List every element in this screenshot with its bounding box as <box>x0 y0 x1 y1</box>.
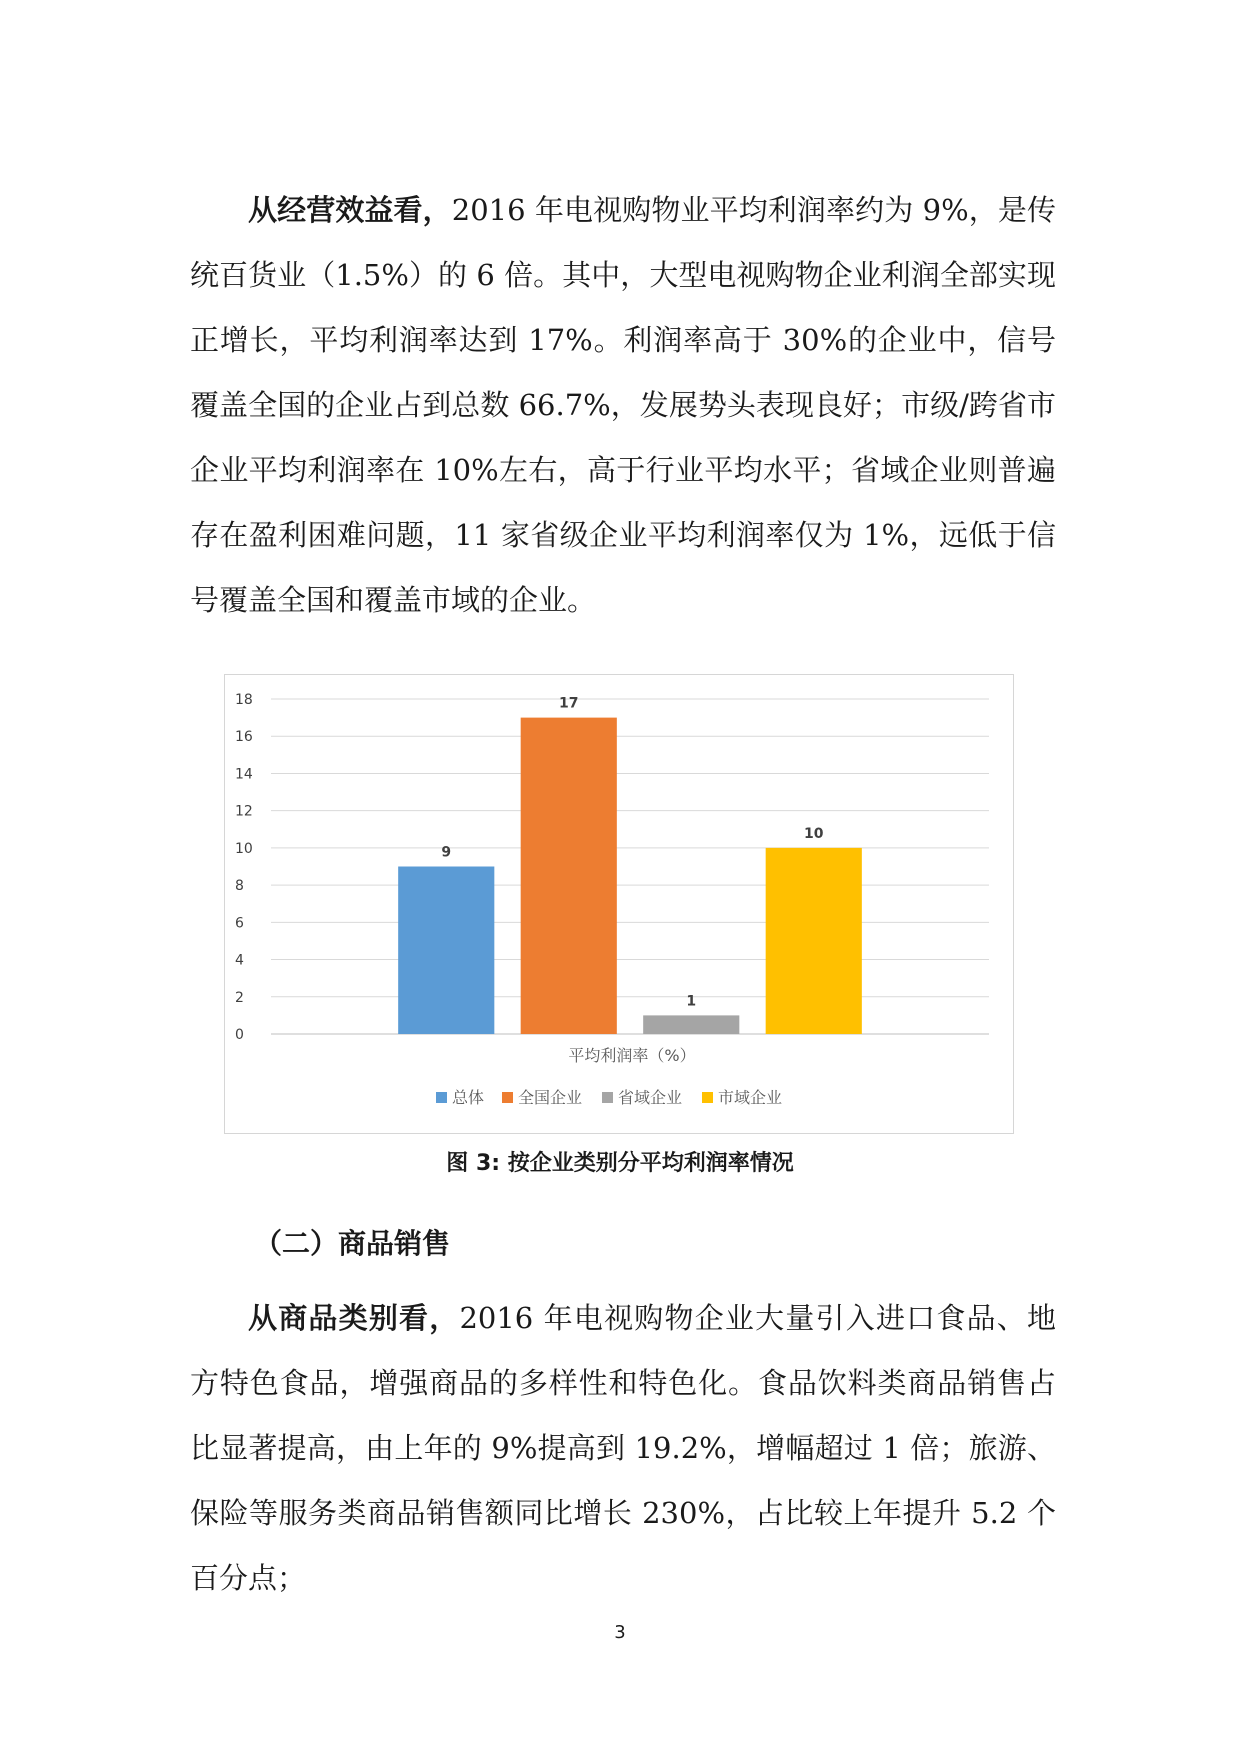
legend-swatch <box>602 1092 613 1103</box>
legend-swatch <box>436 1092 447 1103</box>
y-tick-label: 10 <box>235 840 253 857</box>
legend-swatch <box>702 1092 713 1103</box>
legend-swatch <box>502 1092 513 1103</box>
paragraph-product-sales <box>190 1286 1056 1611</box>
y-tick-label: 6 <box>235 915 244 932</box>
y-tick-label: 12 <box>235 803 253 820</box>
bar-市域企业 <box>766 848 862 1034</box>
x-axis-label: 平均利润率（%） <box>568 1046 696 1065</box>
data-label: 10 <box>804 825 824 842</box>
data-label: 17 <box>559 695 579 712</box>
page-number: 3 <box>614 1622 626 1643</box>
legend-label: 总体 <box>452 1088 485 1107</box>
profit-rate-chart <box>224 674 1014 1134</box>
legend-label: 市域企业 <box>718 1088 783 1107</box>
paragraph-body: 2016 年电视购物企业大量引入进口食品、地方特色食品，增强商品的多样性和特色化。食品饮料类商品销售占比显著提高，由上年的 9%提高到 19.2%，增幅超过 1 倍；旅游、保险等服务类商品销售额同比增长 230%，占比较上年提升 5.2 个百分点； <box>190 1301 1056 1595</box>
figure-caption: 图 3: 按企业类别分平均利润率情况 <box>446 1151 794 1176</box>
paragraph-lead: 从经营效益看， <box>248 193 452 227</box>
legend-label: 省域企业 <box>618 1088 683 1107</box>
legend-label: 全国企业 <box>518 1088 583 1107</box>
bar-全国企业 <box>521 718 617 1034</box>
y-tick-label: 8 <box>235 878 244 895</box>
paragraph-body: 2016 年电视购物业平均利润率约为 9%，是传统百货业（1.5%）的 6 倍。其中，大型电视购物企业利润全部实现正增长，平均利润率达到 17%。利润率高于 30%的企业中，信号覆盖全国的企业占到总数 66.7%，发展势头表现良好；市级/跨省市企业平均利润率在 10%左右，高于行业平均水平；省域企业则普遍存在盈利困难问题，11 家省级企业平均利润率仅为 1%，远低于信号覆盖全国和覆盖市域的企业。 <box>190 193 1056 617</box>
paragraph-profitability <box>190 178 1056 633</box>
data-label: 1 <box>686 993 697 1010</box>
y-tick-label: 18 <box>235 692 253 708</box>
y-tick-label: 0 <box>235 1027 244 1043</box>
chart-canvas <box>225 675 1013 1133</box>
section-heading: （二）商品销售 <box>254 1227 451 1260</box>
bar-省域企业 <box>643 1015 739 1034</box>
y-tick-label: 2 <box>235 989 244 1006</box>
data-label: 9 <box>441 844 452 861</box>
y-tick-label: 16 <box>235 729 253 746</box>
y-tick-label: 14 <box>235 766 253 783</box>
y-tick-label: 4 <box>235 952 244 969</box>
paragraph-lead: 从商品类别看， <box>248 1301 460 1335</box>
bar-总体 <box>398 867 494 1035</box>
